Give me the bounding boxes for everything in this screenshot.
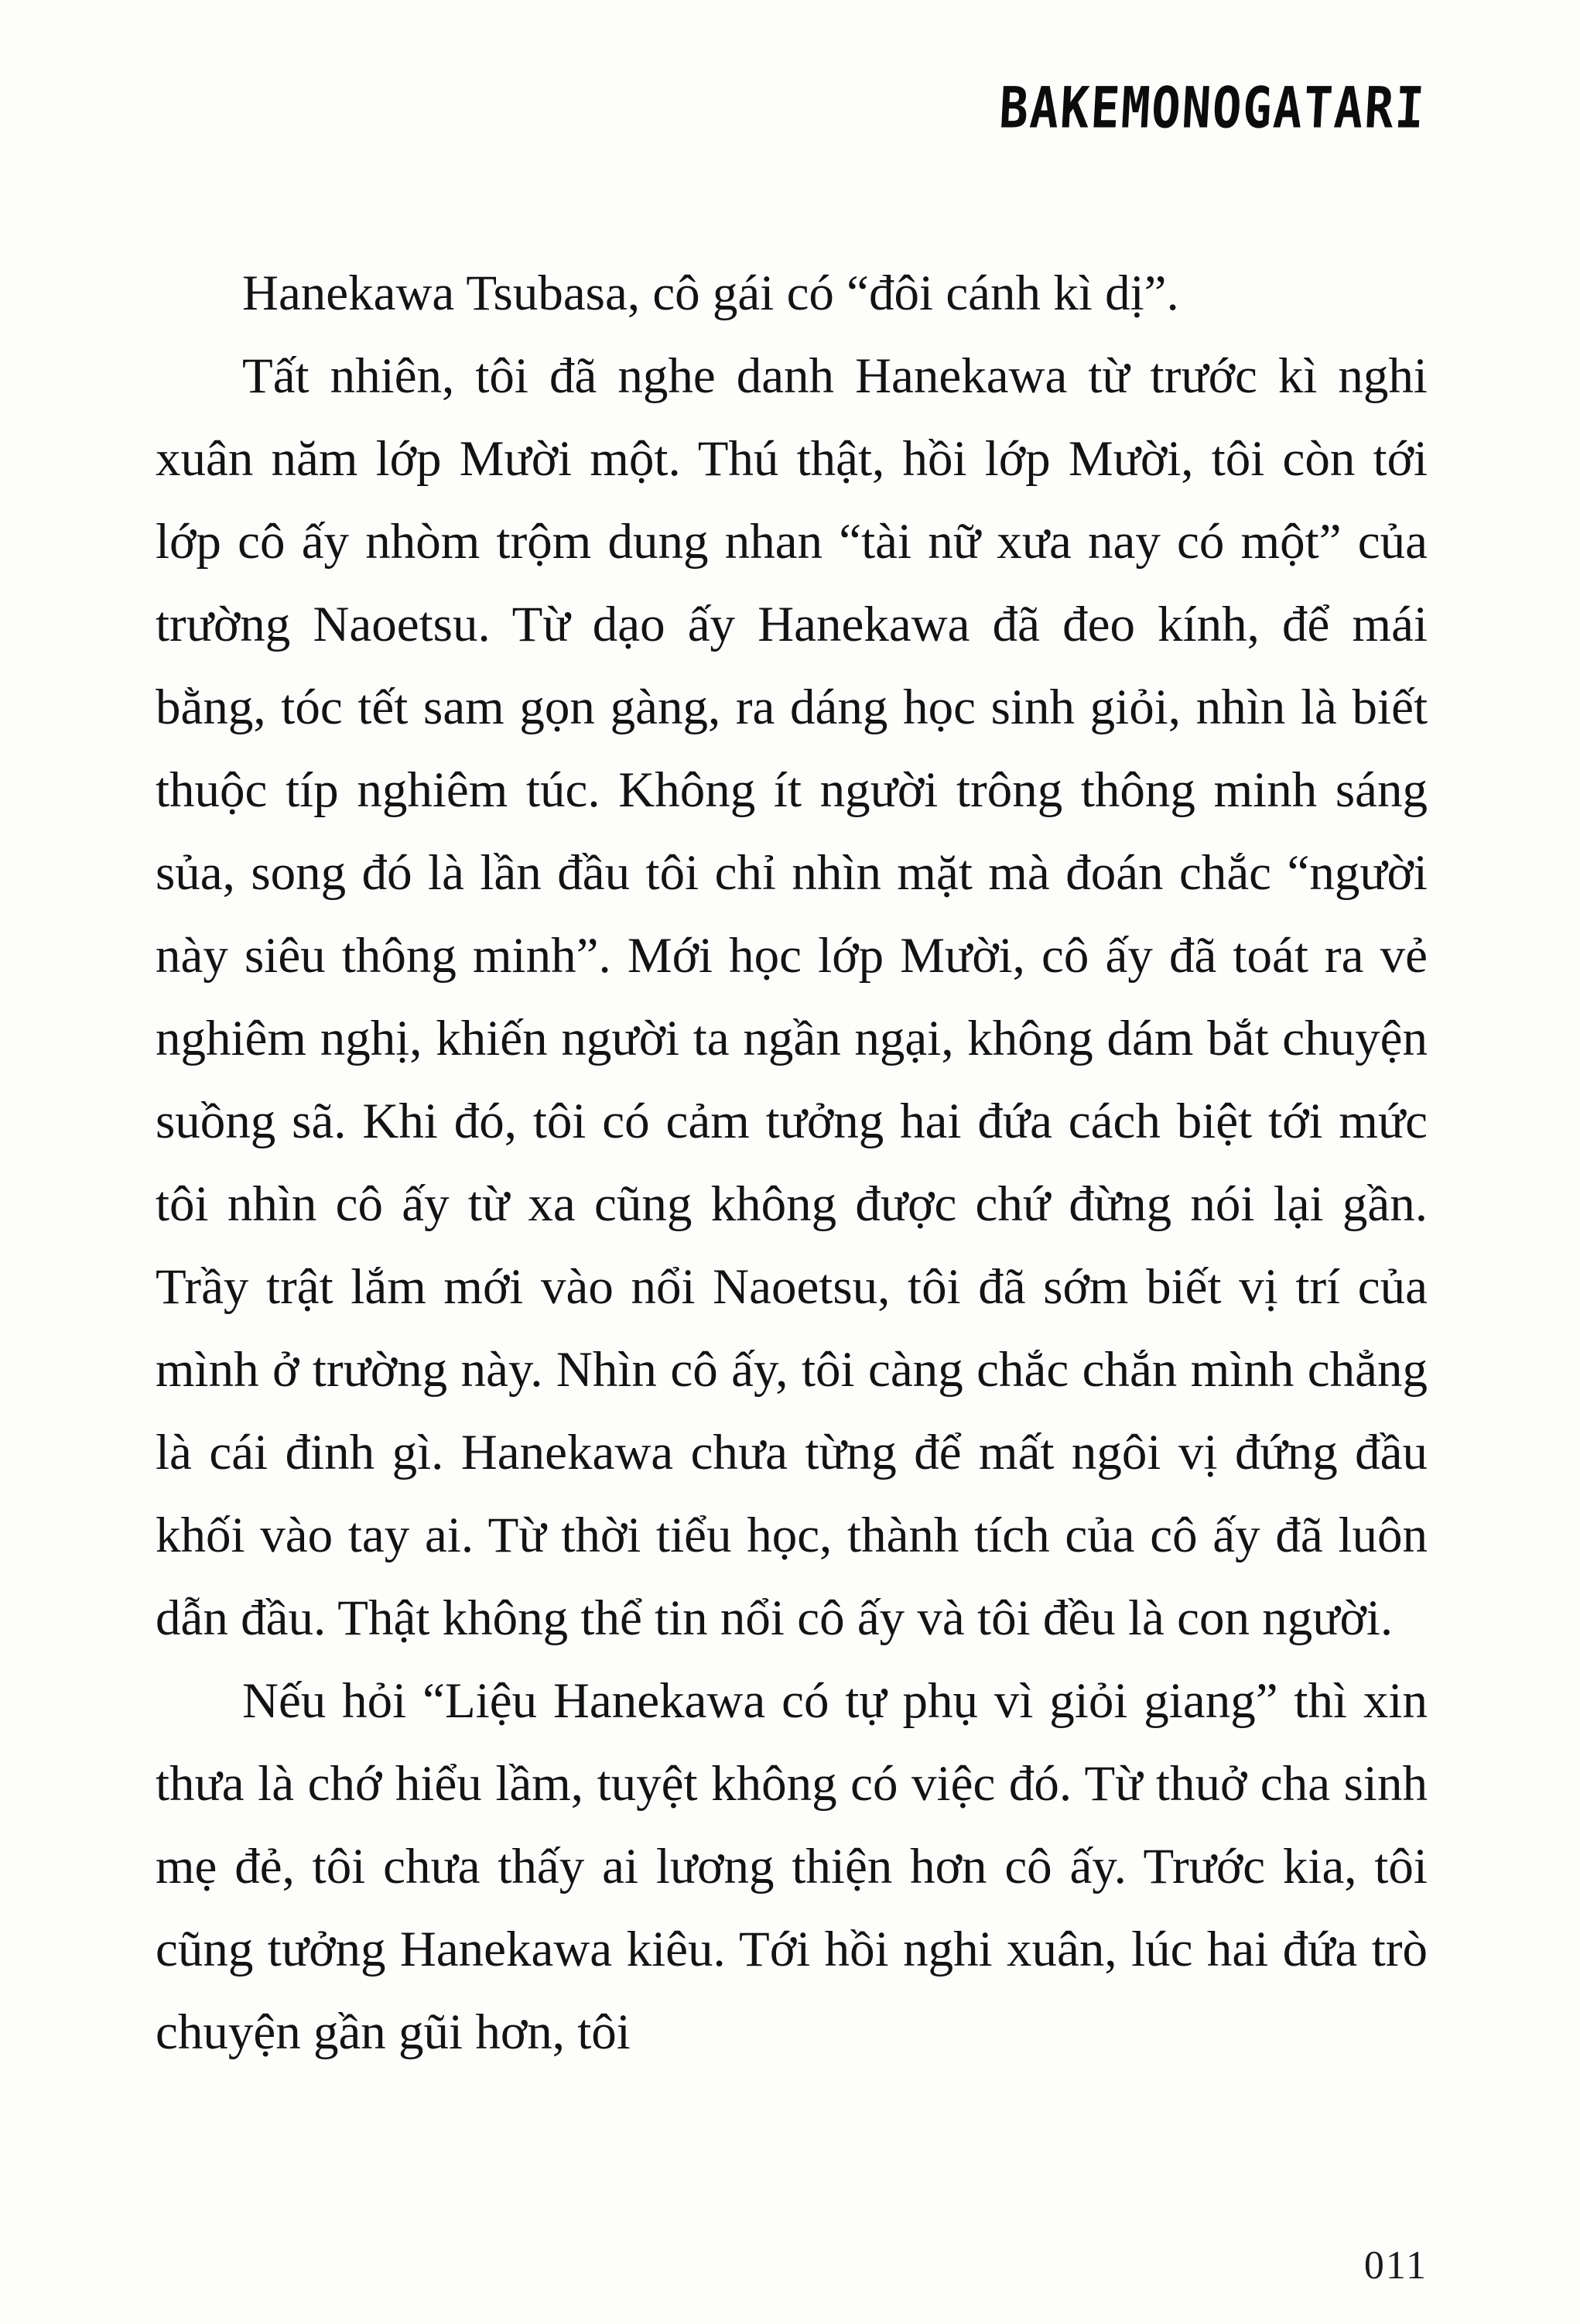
page-body-text bbox=[156, 252, 1428, 2074]
paragraph-closing: Nếu hỏi “Liệu Hanekawa có tự phụ vì giỏi giang” thì xin thưa là chớ hiểu lầm, tuyệt không có việc đó. Từ thuở cha sinh mẹ đẻ, tôi chưa thấy ai lương thiện hơn cô ấy. Trước kia, tôi cũng tưởng Hanekawa kiêu. Tới hồi nghi xuân, lúc hai đứa trò chuyện gần gũi hơn, tôi bbox=[156, 1673, 1428, 2060]
paragraph-main: Tất nhiên, tôi đã nghe danh Hanekawa từ trước kì nghi xuân năm lớp Mười một. Thú thật, hồi lớp Mười, tôi còn tới lớp cô ấy nhòm trộm dung nhan “tài nữ xưa nay có một” của trường Naoetsu. Từ dạo ấy Hanekawa đã đeo kính, để mái bằng, tóc tết sam gọn gàng, ra dáng học sinh giỏi, nhìn là biết thuộc típ nghiêm túc. Không ít người trông thông minh sáng sủa, song đó là lần đầu tôi chỉ nhìn mặt mà đoán chắc “người này siêu thông minh”. Mới học lớp Mười, cô ấy đã toát ra vẻ nghiêm nghị, khiến người ta ngần ngại, không dám bắt chuyện suồng sã. Khi đó, tôi có cảm tưởng hai đứa cách biệt tới mức tôi nhìn cô ấy từ xa cũng không được chứ đừng nói lại gần. Trầy trật lắm mới vào nổi Naoetsu, tôi đã sớm biết vị trí của mình ở trường này. Nhìn cô ấy, tôi càng chắc chắn mình chẳng là cái đinh gì. Hanekawa chưa từng để mất ngôi vị đứng đầu khối vào tay ai. Từ thời tiểu học, thành tích của cô ấy đã luôn dẫn đầu. Thật không thể tin nổi cô ấy và tôi đều là con người. bbox=[156, 348, 1428, 1646]
paragraph-opening: Hanekawa Tsubasa, cô gái có “đôi cánh kì dị”. bbox=[242, 265, 1179, 321]
bakemonogatari-logo: BAKEMONOGATARI bbox=[997, 74, 1428, 142]
page-number: 011 bbox=[1363, 2244, 1428, 2288]
